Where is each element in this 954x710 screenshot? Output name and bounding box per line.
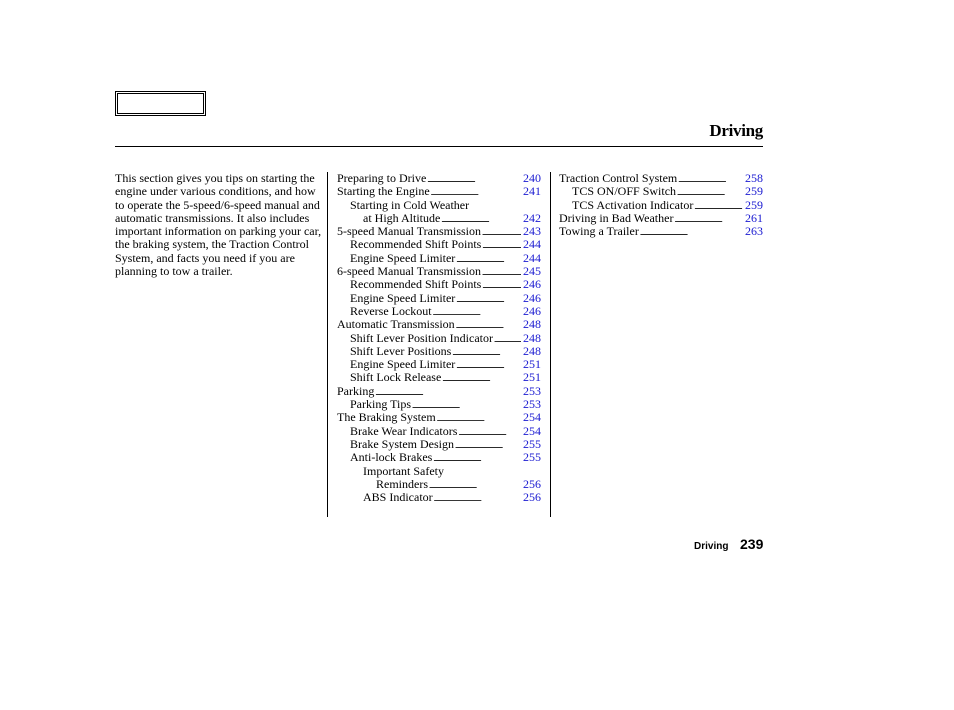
toc-entry-towing-a-trailer[interactable] <box>559 225 763 238</box>
toc-column-1 <box>337 172 541 504</box>
toc-page-link[interactable]: 259 <box>745 197 763 212</box>
toc-page-link[interactable]: 242 <box>523 210 541 225</box>
toc-entry-label: Recommended Shift Points <box>350 237 482 252</box>
dot-leader <box>433 451 521 466</box>
toc-entry-traction-control-system[interactable] <box>559 172 763 185</box>
dot-leader <box>434 491 521 506</box>
toc-page-link[interactable]: 253 <box>523 397 541 412</box>
toc-entry-engine-speed-limiter[interactable] <box>337 252 541 265</box>
toc-entry-engine-speed-limiter[interactable] <box>337 358 541 371</box>
toc-entry-driving-in-bad-weather[interactable] <box>559 212 763 225</box>
toc-column-2 <box>559 172 763 238</box>
toc-entry-tcs-on-off-switch[interactable] <box>559 185 763 198</box>
toc-entry-label: Reminders <box>376 476 428 491</box>
toc-entry-label: TCS Activation Indicator <box>572 197 694 212</box>
toc-entry-label: Parking Tips <box>350 397 412 412</box>
toc-page-link[interactable]: 259 <box>745 184 763 199</box>
toc-page-link[interactable]: 261 <box>745 210 763 225</box>
toc-entry-parking[interactable] <box>337 385 541 398</box>
toc-page-link[interactable]: 263 <box>745 224 763 239</box>
toc-entry-reverse-lockout[interactable] <box>337 305 541 318</box>
toc-entry-at-high-altitude[interactable] <box>337 212 541 225</box>
toc-entry-label: Shift Lock Release <box>350 370 442 385</box>
toc-entry-label: Parking <box>337 383 375 398</box>
toc-entry-engine-speed-limiter[interactable] <box>337 292 541 305</box>
toc-page-link[interactable]: 255 <box>523 436 541 451</box>
toc-page-link[interactable]: 256 <box>523 490 541 505</box>
toc-entry-label: Brake System Design <box>350 436 454 451</box>
toc-entry-anti-lock-brakes[interactable] <box>337 451 541 464</box>
toc-entry-label: Engine Speed Limiter <box>350 290 456 305</box>
toc-page-link[interactable]: 246 <box>523 277 541 292</box>
toc-page-link[interactable]: 251 <box>523 357 541 372</box>
toc-page-link[interactable]: 251 <box>523 370 541 385</box>
header-rule <box>115 146 763 147</box>
toc-page-link[interactable]: 244 <box>523 237 541 252</box>
toc-page-link[interactable]: 248 <box>523 317 541 332</box>
toc-entry-label: Driving in Bad Weather <box>559 210 674 225</box>
toc-entry-abs-indicator[interactable] <box>337 491 541 504</box>
toc-entry-label: 6-speed Manual Transmission <box>337 264 481 279</box>
toc-page-link[interactable]: 240 <box>523 171 541 185</box>
toc-page-link[interactable]: 255 <box>523 450 541 465</box>
toc-entry-recommended-shift-points[interactable] <box>337 278 541 291</box>
intro-paragraph: This section gives you tips on starting the engine under various conditions, and how to operate the 5-speed/6-speed manual and automatic transmissions. It also includes important information on parking your car, the braking system, the Traction Control System, and facts you need if you are planning to tow a trailer. <box>115 171 322 279</box>
toc-entry-label: Engine Speed Limiter <box>350 357 456 372</box>
toc-entry-label: Recommended Shift Points <box>350 277 482 292</box>
column-divider-left <box>327 172 328 517</box>
toc-entry-reminders[interactable] <box>337 478 541 491</box>
toc-entry-label: Brake Wear Indicators <box>350 423 458 438</box>
page-number: 239 <box>740 536 764 552</box>
toc-page-link[interactable]: 246 <box>523 303 541 318</box>
dot-leader <box>640 225 743 240</box>
toc-page-link[interactable]: 258 <box>745 171 763 185</box>
main-menu-button[interactable] <box>115 91 206 116</box>
toc-entry-brake-wear-indicators[interactable] <box>337 425 541 438</box>
toc-entry-6-speed-manual-transmission[interactable] <box>337 265 541 278</box>
toc-page-link[interactable]: 248 <box>523 330 541 345</box>
toc-page-link[interactable]: 241 <box>523 184 541 199</box>
toc-entry-shift-lever-positions[interactable] <box>337 345 541 358</box>
toc-entry-label: Anti-lock Brakes <box>350 450 433 465</box>
toc-entry-tcs-activation-indicator[interactable] <box>559 199 763 212</box>
toc-entry-label: Reverse Lockout <box>350 303 432 318</box>
toc-entry-recommended-shift-points[interactable] <box>337 238 541 251</box>
toc-entry-label: Traction Control System <box>559 171 678 185</box>
column-divider-right <box>550 172 551 517</box>
footer-section-label: Driving <box>694 541 729 552</box>
toc-entry-5-speed-manual-transmission[interactable] <box>337 225 541 238</box>
toc-entry-label: Shift Lever Position Indicator <box>350 330 493 345</box>
toc-entry-label: Shift Lever Positions <box>350 343 452 358</box>
toc-entry-preparing-to-drive[interactable] <box>337 172 541 185</box>
toc-entry-label: Towing a Trailer <box>559 224 639 239</box>
toc-entry-shift-lever-position-indicator[interactable] <box>337 332 541 345</box>
toc-entry-starting-the-engine[interactable] <box>337 185 541 198</box>
toc-entry-brake-system-design[interactable] <box>337 438 541 451</box>
toc-page-link[interactable]: 254 <box>523 410 541 425</box>
page-title: Driving <box>709 121 763 140</box>
toc-entry-parking-tips[interactable] <box>337 398 541 411</box>
toc-entry-label: Starting the Engine <box>337 184 430 199</box>
toc-entry-label: 5-speed Manual Transmission <box>337 224 481 239</box>
toc-page-link[interactable]: 245 <box>523 264 541 279</box>
toc-entry-label: Important Safety <box>363 463 444 478</box>
toc-page-link[interactable]: 243 <box>523 224 541 239</box>
toc-entry-label: The Braking System <box>337 410 436 425</box>
toc-page-link[interactable]: 253 <box>523 383 541 398</box>
toc-page-link[interactable]: 254 <box>523 423 541 438</box>
toc-entry-the-braking-system[interactable] <box>337 411 541 424</box>
toc-entry-label: Starting in Cold Weather <box>350 197 470 212</box>
toc-entry-shift-lock-release[interactable] <box>337 371 541 384</box>
toc-page-link[interactable]: 244 <box>523 250 541 265</box>
toc-page-link[interactable]: 256 <box>523 476 541 491</box>
toc-entry-label: TCS ON/OFF Switch <box>572 184 677 199</box>
toc-entry-label: ABS Indicator <box>363 490 433 505</box>
toc-page-link[interactable]: 246 <box>523 290 541 305</box>
toc-entry-label: at High Altitude <box>363 210 441 225</box>
toc-entry-label: Preparing to Drive <box>337 171 427 185</box>
toc-entry-label: Engine Speed Limiter <box>350 250 456 265</box>
toc-page-link[interactable]: 248 <box>523 343 541 358</box>
toc-entry-automatic-transmission[interactable] <box>337 318 541 331</box>
toc-entry-label: Automatic Transmission <box>337 317 455 332</box>
